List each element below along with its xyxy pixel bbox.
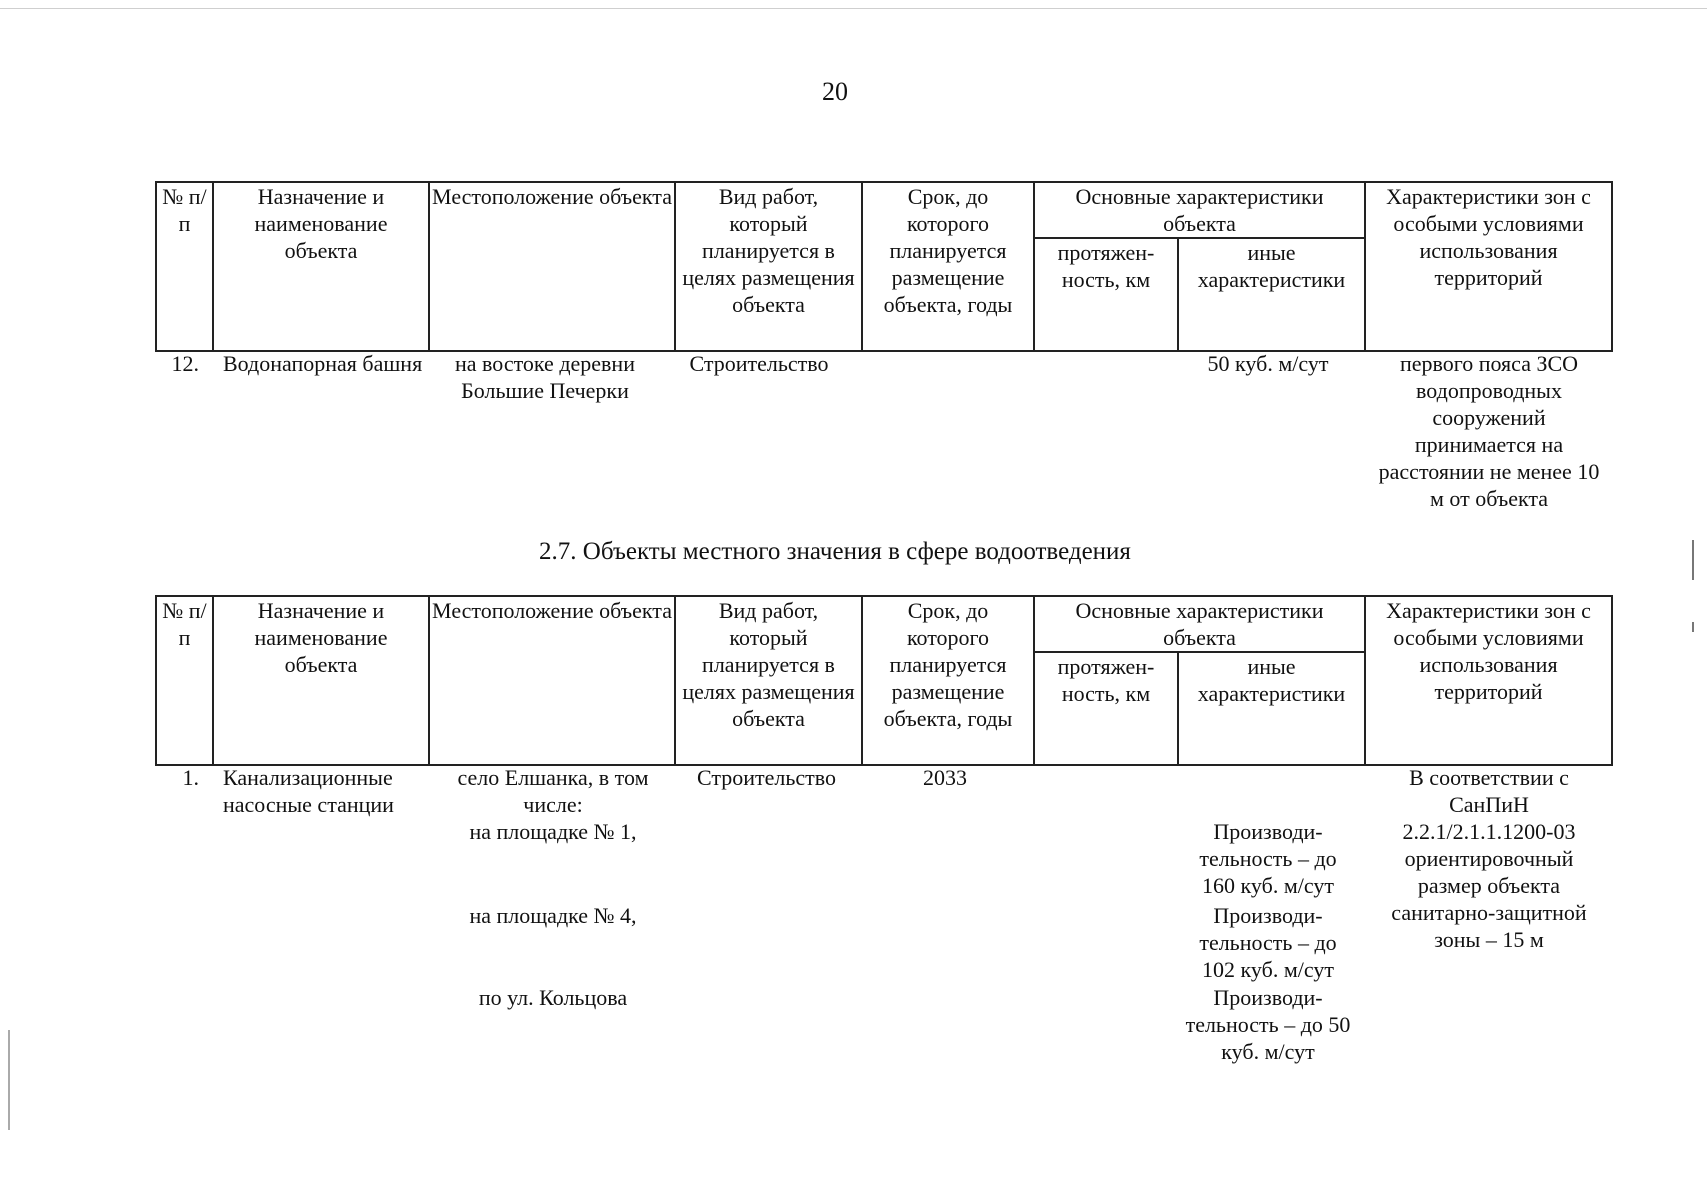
page-number: 20 bbox=[822, 77, 848, 106]
object-location: на востоке деревни Большие Печерки bbox=[455, 351, 635, 403]
page-top-edge bbox=[0, 8, 1707, 9]
scan-mark bbox=[1692, 622, 1694, 632]
table-water-supply-header bbox=[155, 181, 1613, 352]
header-other: иные характеристики bbox=[1178, 238, 1365, 351]
work-type: Строительство bbox=[689, 351, 829, 376]
header-location: Местоположение объекта bbox=[429, 596, 675, 765]
header-length: протяжен-ность, км bbox=[1034, 238, 1178, 351]
other-characteristics: 50 куб. м/сут bbox=[1207, 351, 1329, 376]
table-sewerage-header bbox=[155, 595, 1613, 766]
section-title: 2.7. Объекты местного значения в сфере водоотведения bbox=[539, 538, 1131, 565]
header-main-characteristics: Основные характеристики объекта bbox=[1034, 182, 1365, 238]
capacity-koltsova-street: Производи-тельность – до 50 куб. м/сут bbox=[1185, 985, 1351, 1064]
header-zones: Характеристики зон с особыми условиями использования территорий bbox=[1365, 182, 1612, 351]
header-no: № п/п bbox=[156, 596, 213, 765]
header-location: Местоположение объекта bbox=[429, 182, 675, 351]
header-term: Срок, до которого планируется размещение объекта, годы bbox=[862, 182, 1034, 351]
location-site-1: на площадке № 1, bbox=[469, 819, 637, 844]
scan-mark bbox=[8, 1030, 10, 1130]
object-name: Канализационные насосные станции bbox=[223, 765, 394, 817]
header-zones: Характеристики зон с особыми условиями использования территорий bbox=[1365, 596, 1612, 765]
location-koltsova-street: по ул. Кольцова bbox=[478, 985, 628, 1010]
completion-year: 2033 bbox=[923, 765, 967, 790]
header-term: Срок, до которого планируется размещение объекта, годы bbox=[862, 596, 1034, 765]
object-location: село Елшанка, в том числе: bbox=[457, 765, 649, 817]
object-name: Водонапорная башня bbox=[223, 351, 423, 376]
header-name: Назначение и наименование объекта bbox=[213, 596, 429, 765]
scan-mark bbox=[1692, 540, 1694, 580]
zone-characteristics: первого пояса ЗСО водопроводных сооружений принимается на расстоянии не менее 10 м от объекта bbox=[1378, 351, 1600, 511]
row-number: 12. bbox=[171, 351, 199, 376]
capacity-site-4: Производи-тельность – до 102 куб. м/сут bbox=[1199, 903, 1337, 982]
row-number: 1. bbox=[182, 765, 199, 790]
work-type: Строительство bbox=[696, 765, 837, 790]
capacity-site-1: Производи-тельность – до 160 куб. м/сут bbox=[1199, 819, 1337, 898]
zone-characteristics: В соответствии с СанПиН 2.2.1/2.1.1.1200-03 ориентировочный размер объекта санитарно-защитной зоны – 15 м bbox=[1391, 765, 1587, 952]
header-name: Назначение и наименование объекта bbox=[213, 182, 429, 351]
location-site-4: на площадке № 4, bbox=[469, 903, 637, 928]
header-main-characteristics: Основные характеристики объекта bbox=[1034, 596, 1365, 652]
header-no: № п/п bbox=[156, 182, 213, 351]
header-other: иные характеристики bbox=[1178, 652, 1365, 765]
header-length: протяжен-ность, км bbox=[1034, 652, 1178, 765]
header-work: Вид работ, который планируется в целях размещения объекта bbox=[675, 182, 862, 351]
header-work: Вид работ, который планируется в целях размещения объекта bbox=[675, 596, 862, 765]
